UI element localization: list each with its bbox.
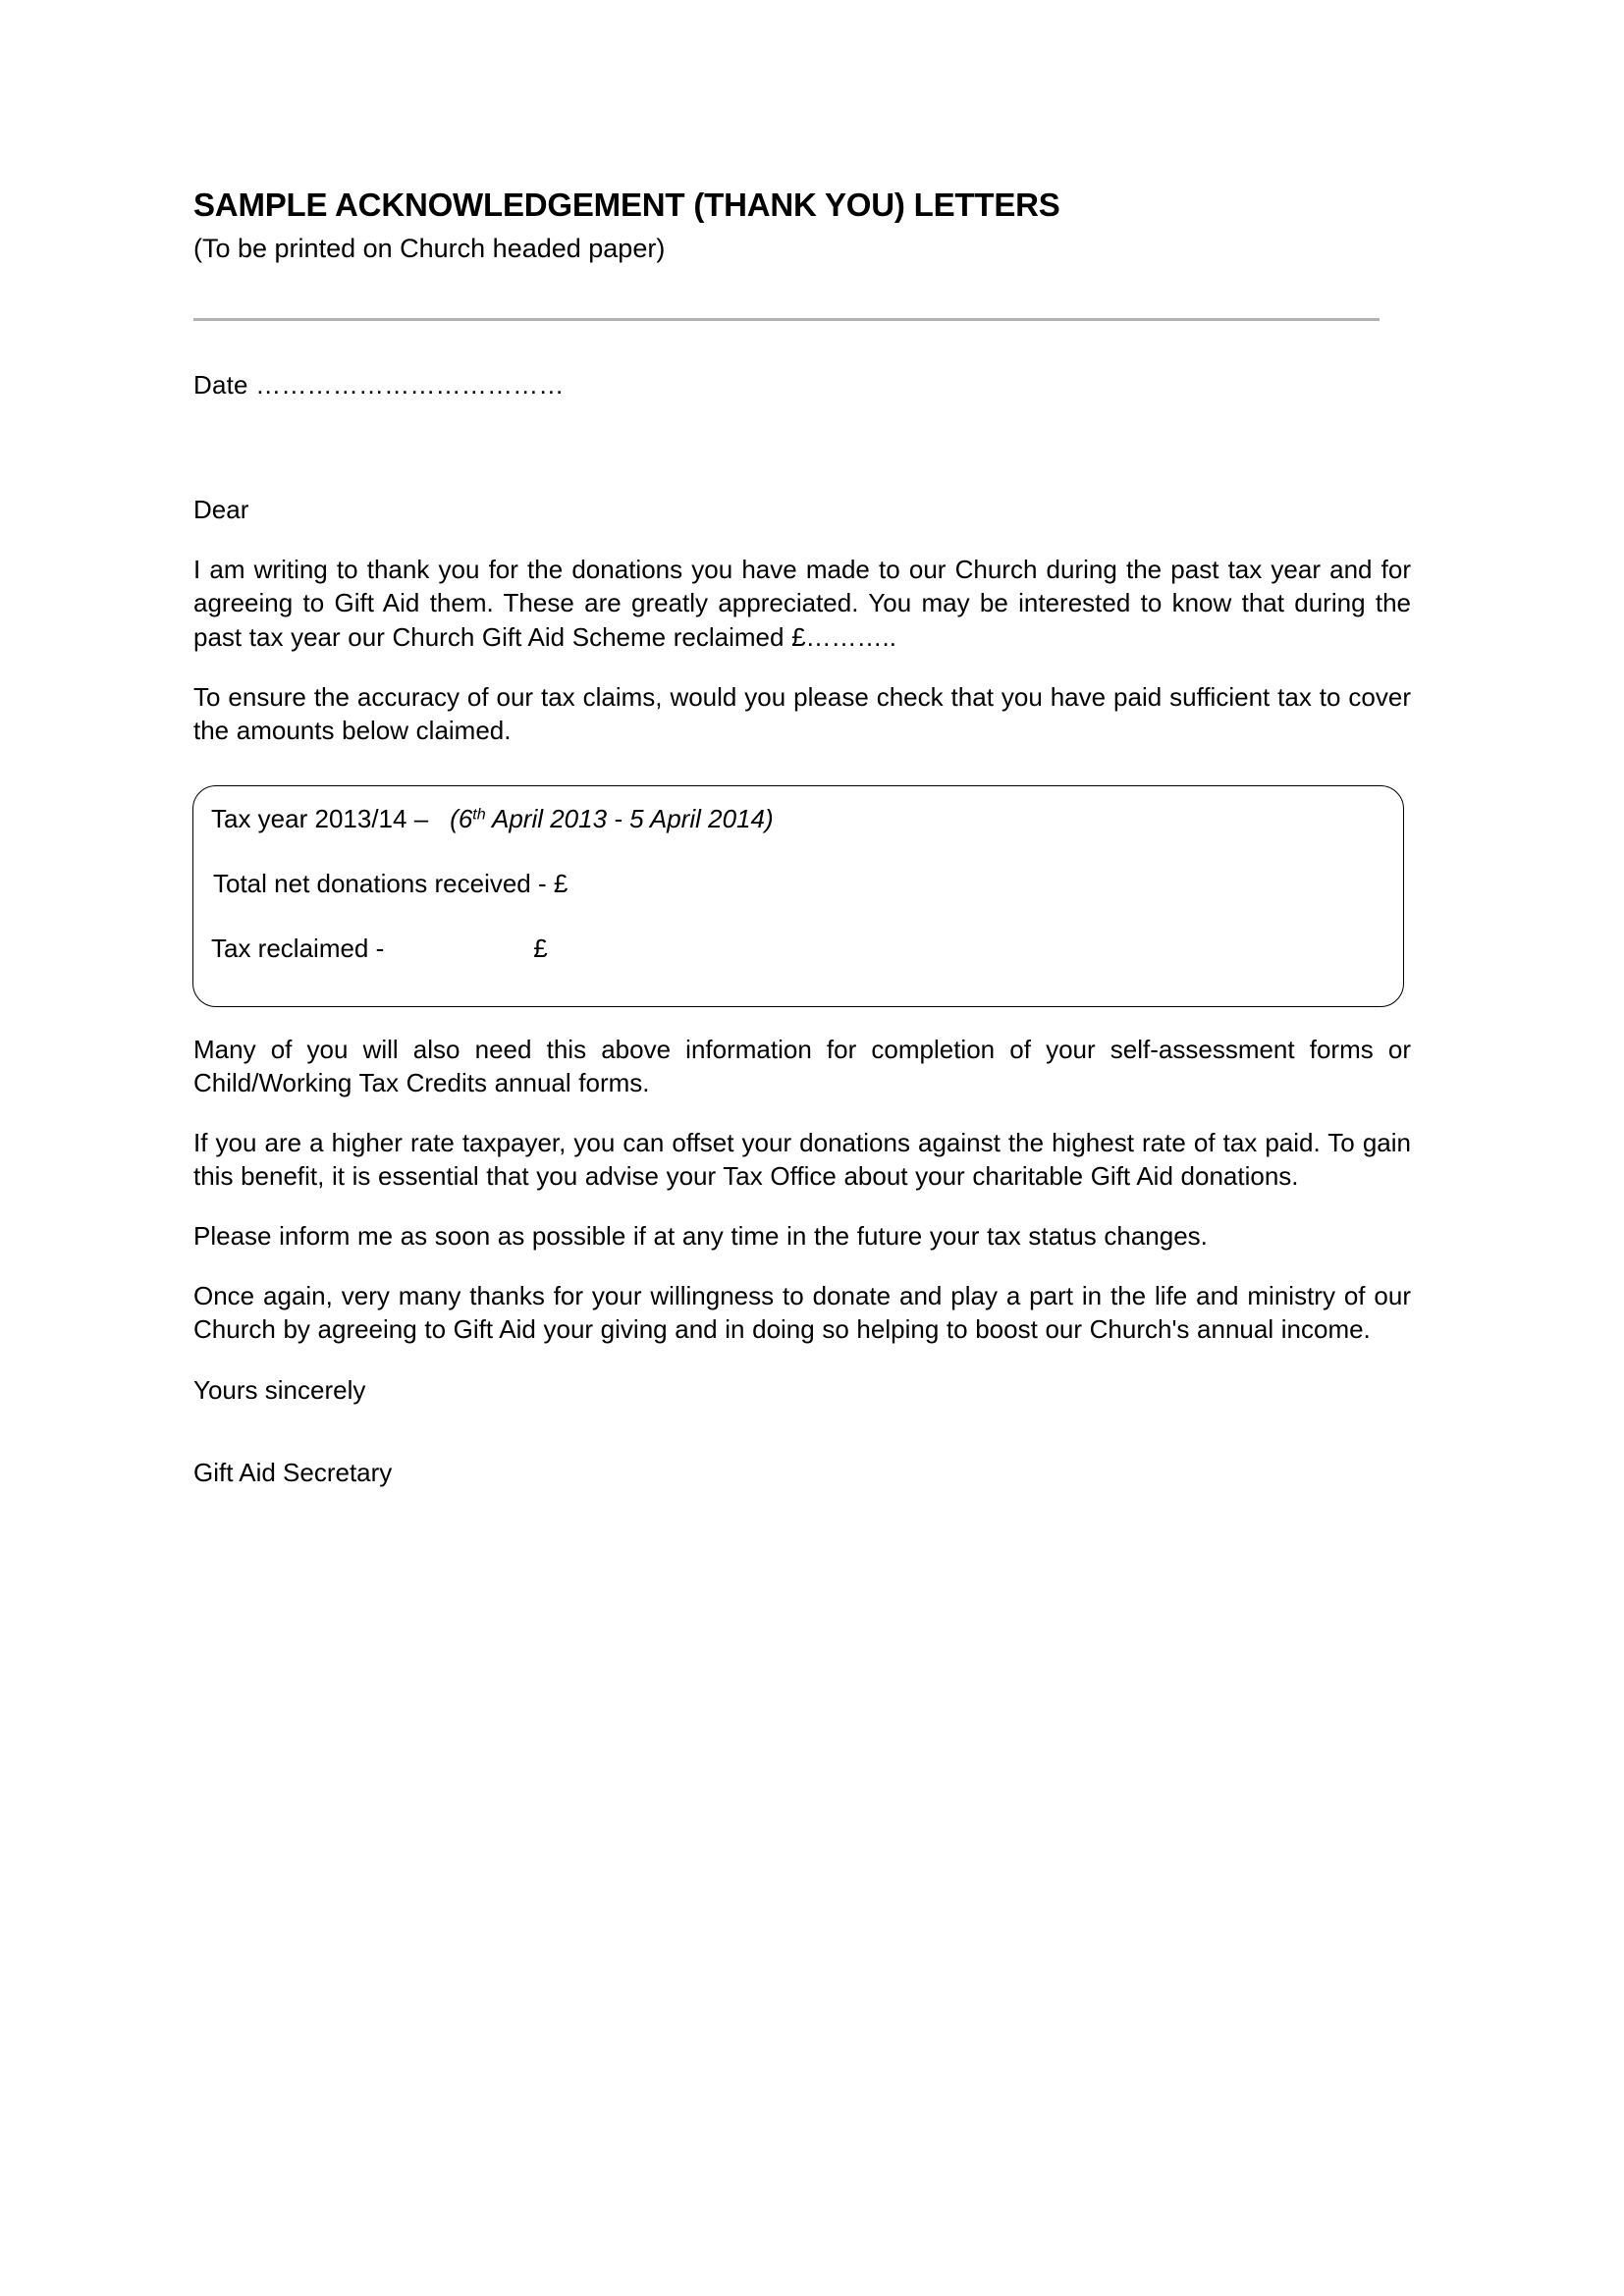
tax-year-dates [428, 804, 773, 833]
signature-role: Gift Aid Secretary [193, 1458, 393, 1488]
document-content [193, 0, 1411, 1489]
tax-reclaimed-line [211, 934, 548, 964]
tax-reclaimed-label: Tax reclaimed - [211, 933, 385, 963]
date-field: Date ……………………………… [193, 370, 565, 400]
total-net-donations-label: Total net donations received - £ [213, 868, 568, 898]
page-title: SAMPLE ACKNOWLEDGEMENT (THANK YOU) LETTERS [193, 187, 1060, 223]
total-net-donations-line [213, 869, 568, 899]
tax-year-line [211, 804, 774, 834]
ordinal-suffix: th [472, 805, 486, 824]
paragraph-thanks: I am writing to thank you for the donations you have made to our Church during the past tax year and for agreeing to Gift Aid them. These are greatly appreciated. You may be interested to know that during the past tax year our Church Gift Aid Scheme reclaimed £……….. [193, 554, 1411, 653]
paragraph-accuracy: To ensure the accuracy of our tax claims, would you please check that you have paid sufficient tax to cover the amounts below claimed. [193, 681, 1411, 746]
paragraph-self-assessment: Many of you will also need this above information for completion of your self-assessment forms or Child/Working Tax Credits annual forms. [193, 1034, 1411, 1098]
tax-reclaimed-currency: £ [533, 933, 548, 963]
closing-salutation: Yours sincerely [193, 1374, 366, 1405]
salutation: Dear [193, 494, 249, 524]
tax-year-label: Tax year 2013/14 – [211, 803, 429, 833]
paragraph-closing-thanks: Once again, very many thanks for your willingness to donate and play a part in the life and ministry of our Church by agreeing to Gift Aid your giving and in doing so helping to boost our Church's annual income. [193, 1280, 1411, 1345]
tax-summary-box [192, 785, 1404, 1007]
tax-year-dates-suffix: April 2013 - 5 April 2014) [485, 803, 774, 833]
tax-year-dates-prefix: (6 [450, 803, 473, 833]
page-subtitle: (To be printed on Church headed paper) [193, 233, 666, 263]
paragraph-tax-status: Please inform me as soon as possible if at any time in the future your tax status changes. [193, 1221, 1208, 1252]
paragraph-higher-rate: If you are a higher rate taxpayer, you can offset your donations against the highest rate of tax paid. To gain this benefit, it is essential that you advise your Tax Office about your charitable Gift Aid donations. [193, 1127, 1411, 1192]
letter-body [193, 321, 1411, 1489]
